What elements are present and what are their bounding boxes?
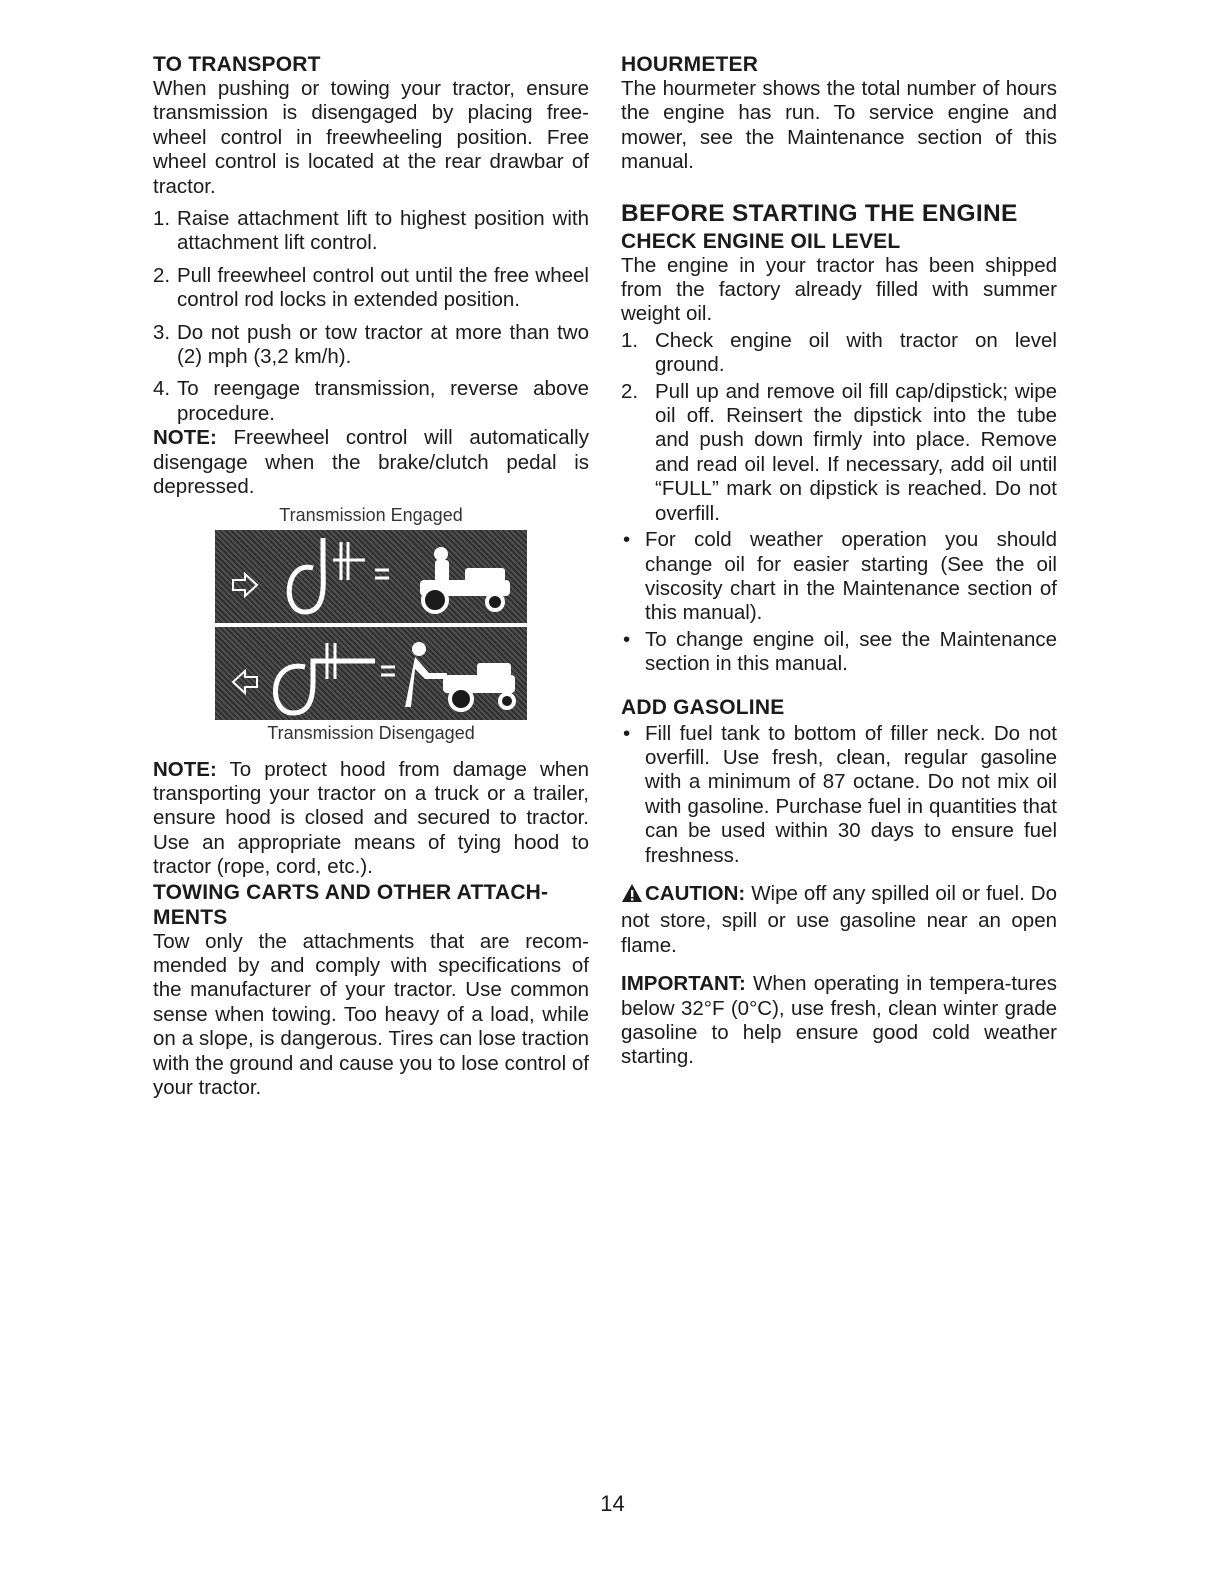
step-text: Do not push or tow tractor at more than two (2) mph (3,2 km/h). [177, 320, 589, 369]
bullet-text: To change engine oil, see the Maintenance section in this manual. [645, 627, 1057, 676]
hourmeter-text: The hourmeter shows the total number of hours the engine has run. To service engine and mower, see the Maintenance section of this manual. [621, 77, 1057, 174]
oil-bullets [621, 528, 1057, 676]
bullet-dot: • [623, 721, 631, 745]
engaged-panel [215, 530, 527, 623]
list-item [621, 329, 1057, 378]
equals-icon [381, 667, 395, 675]
page-number: 14 [600, 1491, 625, 1516]
transmission-figure [153, 504, 589, 744]
list-item [621, 380, 1057, 526]
step-number: 4. [153, 377, 171, 401]
step-text: Pull up and remove oil fill cap/dipstick; wipe oil off. Reinsert the dipstick into the tube and push down firmly into place. Remove and read oil level. If necessary, add oil until “FULL” mark on dipstick is reached. Do not overfill. [655, 379, 1057, 525]
freewheel-note [153, 426, 589, 499]
step-text: Check engine oil with tractor on level ground. [655, 328, 1057, 377]
step-number: 2. [621, 379, 639, 403]
list-item [621, 528, 1057, 626]
to-transport-heading: TO TRANSPORT [153, 53, 321, 76]
transport-steps [153, 207, 589, 426]
step-number: 1. [621, 328, 639, 352]
bullet-dot: • [623, 528, 631, 552]
list-item [153, 207, 589, 256]
warning-triangle-icon [621, 883, 643, 909]
oil-steps [621, 329, 1057, 526]
list-item [621, 628, 1057, 677]
bullet-text: Fill fuel tank to bottom of filler neck. Do not overfill. Use fresh, clean, regular gasoline with a minimum of 87 octane. Do not mix oil with gasoline. Purchase fuel in quantities that can be used within 30 days to ensure fuel freshness. [645, 721, 1057, 867]
right-column [621, 52, 1057, 1070]
list-item [153, 321, 589, 370]
equals-icon [375, 570, 389, 578]
towing-heading: TOWING CARTS AND OTHER ATTACH-MENTS [153, 880, 549, 929]
step-number: 3. [153, 320, 171, 344]
tractor-icon [420, 547, 510, 612]
hourmeter-heading: HOURMETER [621, 53, 759, 76]
list-item [621, 722, 1057, 868]
drive-belt-icon [275, 661, 375, 713]
step-number: 1. [153, 207, 171, 231]
note-text: Freewheel control will automatically disengage when the brake/clutch pedal is depressed. [153, 426, 589, 499]
bullet-text: For cold weather operation you should change oil for easier starting (See the oil viscosity chart in the Maintenance section of this manual). [645, 528, 1057, 625]
gasoline-bullets [621, 722, 1057, 868]
important-label: IMPORTANT: [621, 972, 746, 996]
arrow-right-icon [233, 574, 257, 596]
before-starting-heading: BEFORE STARTING THE ENGINE [621, 199, 1018, 227]
caption-disengaged: Transmission Disengaged [267, 722, 475, 743]
caption-engaged: Transmission Engaged [279, 504, 463, 525]
important-note [621, 972, 1057, 1070]
caution-text: Wipe off any spilled oil or fuel. Do not store, spill or use gasoline near an open flame. [621, 881, 1057, 957]
note-text: To protect hood from damage when transporting your tractor on a truck or a trailer, ensure hood is closed and secured to tractor. Use an appropriate means of tying hood to tractor (rope, cord, etc.). [153, 757, 589, 879]
check-oil-intro: The engine in your tractor has been shipped from the factory already filled with summer weight oil. [621, 253, 1057, 326]
step-number: 2. [153, 263, 171, 287]
step-text: Raise attachment lift to highest position with attachment lift control. [177, 207, 589, 255]
person-pushing-tractor-icon [405, 642, 515, 710]
towing-text: Tow only the attachments that are recom-mended by and comply with specifications of the manufacturer of your tractor. Use common sense when towing. Too heavy of a load, while on a slope, is dangerous. Tires can lose traction with the ground and cause you to lose control of your tractor. [153, 929, 589, 1099]
arrow-left-icon [233, 671, 257, 693]
disengaged-panel [215, 627, 527, 720]
important-text: When operating in tempera-tures below 32°F (0°C), use fresh, clean winter grade gasoline to help ensure good cold weather starting. [621, 972, 1057, 1069]
step-text: Pull freewheel control out until the free wheel control rod locks in extended position. [177, 263, 589, 312]
list-item [153, 264, 589, 313]
step-text: To reengage transmission, reverse above procedure. [177, 377, 589, 425]
add-gasoline-heading: ADD GASOLINE [621, 695, 785, 719]
caution-label: CAUTION: [645, 881, 746, 905]
left-column [153, 52, 589, 1100]
note-label: NOTE: [153, 426, 217, 450]
note-label: NOTE: [153, 757, 217, 781]
list-item [153, 377, 589, 426]
hood-note [153, 758, 589, 880]
transmission-diagram [215, 530, 527, 720]
caution-note [621, 882, 1057, 958]
check-oil-heading: CHECK ENGINE OIL LEVEL [621, 229, 901, 253]
engaged-lever-icon [333, 542, 365, 580]
bullet-dot: • [623, 627, 631, 651]
drive-belt-icon [289, 538, 323, 612]
to-transport-intro: When pushing or towing your tractor, ensure transmission is disengaged by placing free-wheel control in freewheeling position. Free wheel control is located at the rear drawbar of tractor. [153, 77, 589, 198]
